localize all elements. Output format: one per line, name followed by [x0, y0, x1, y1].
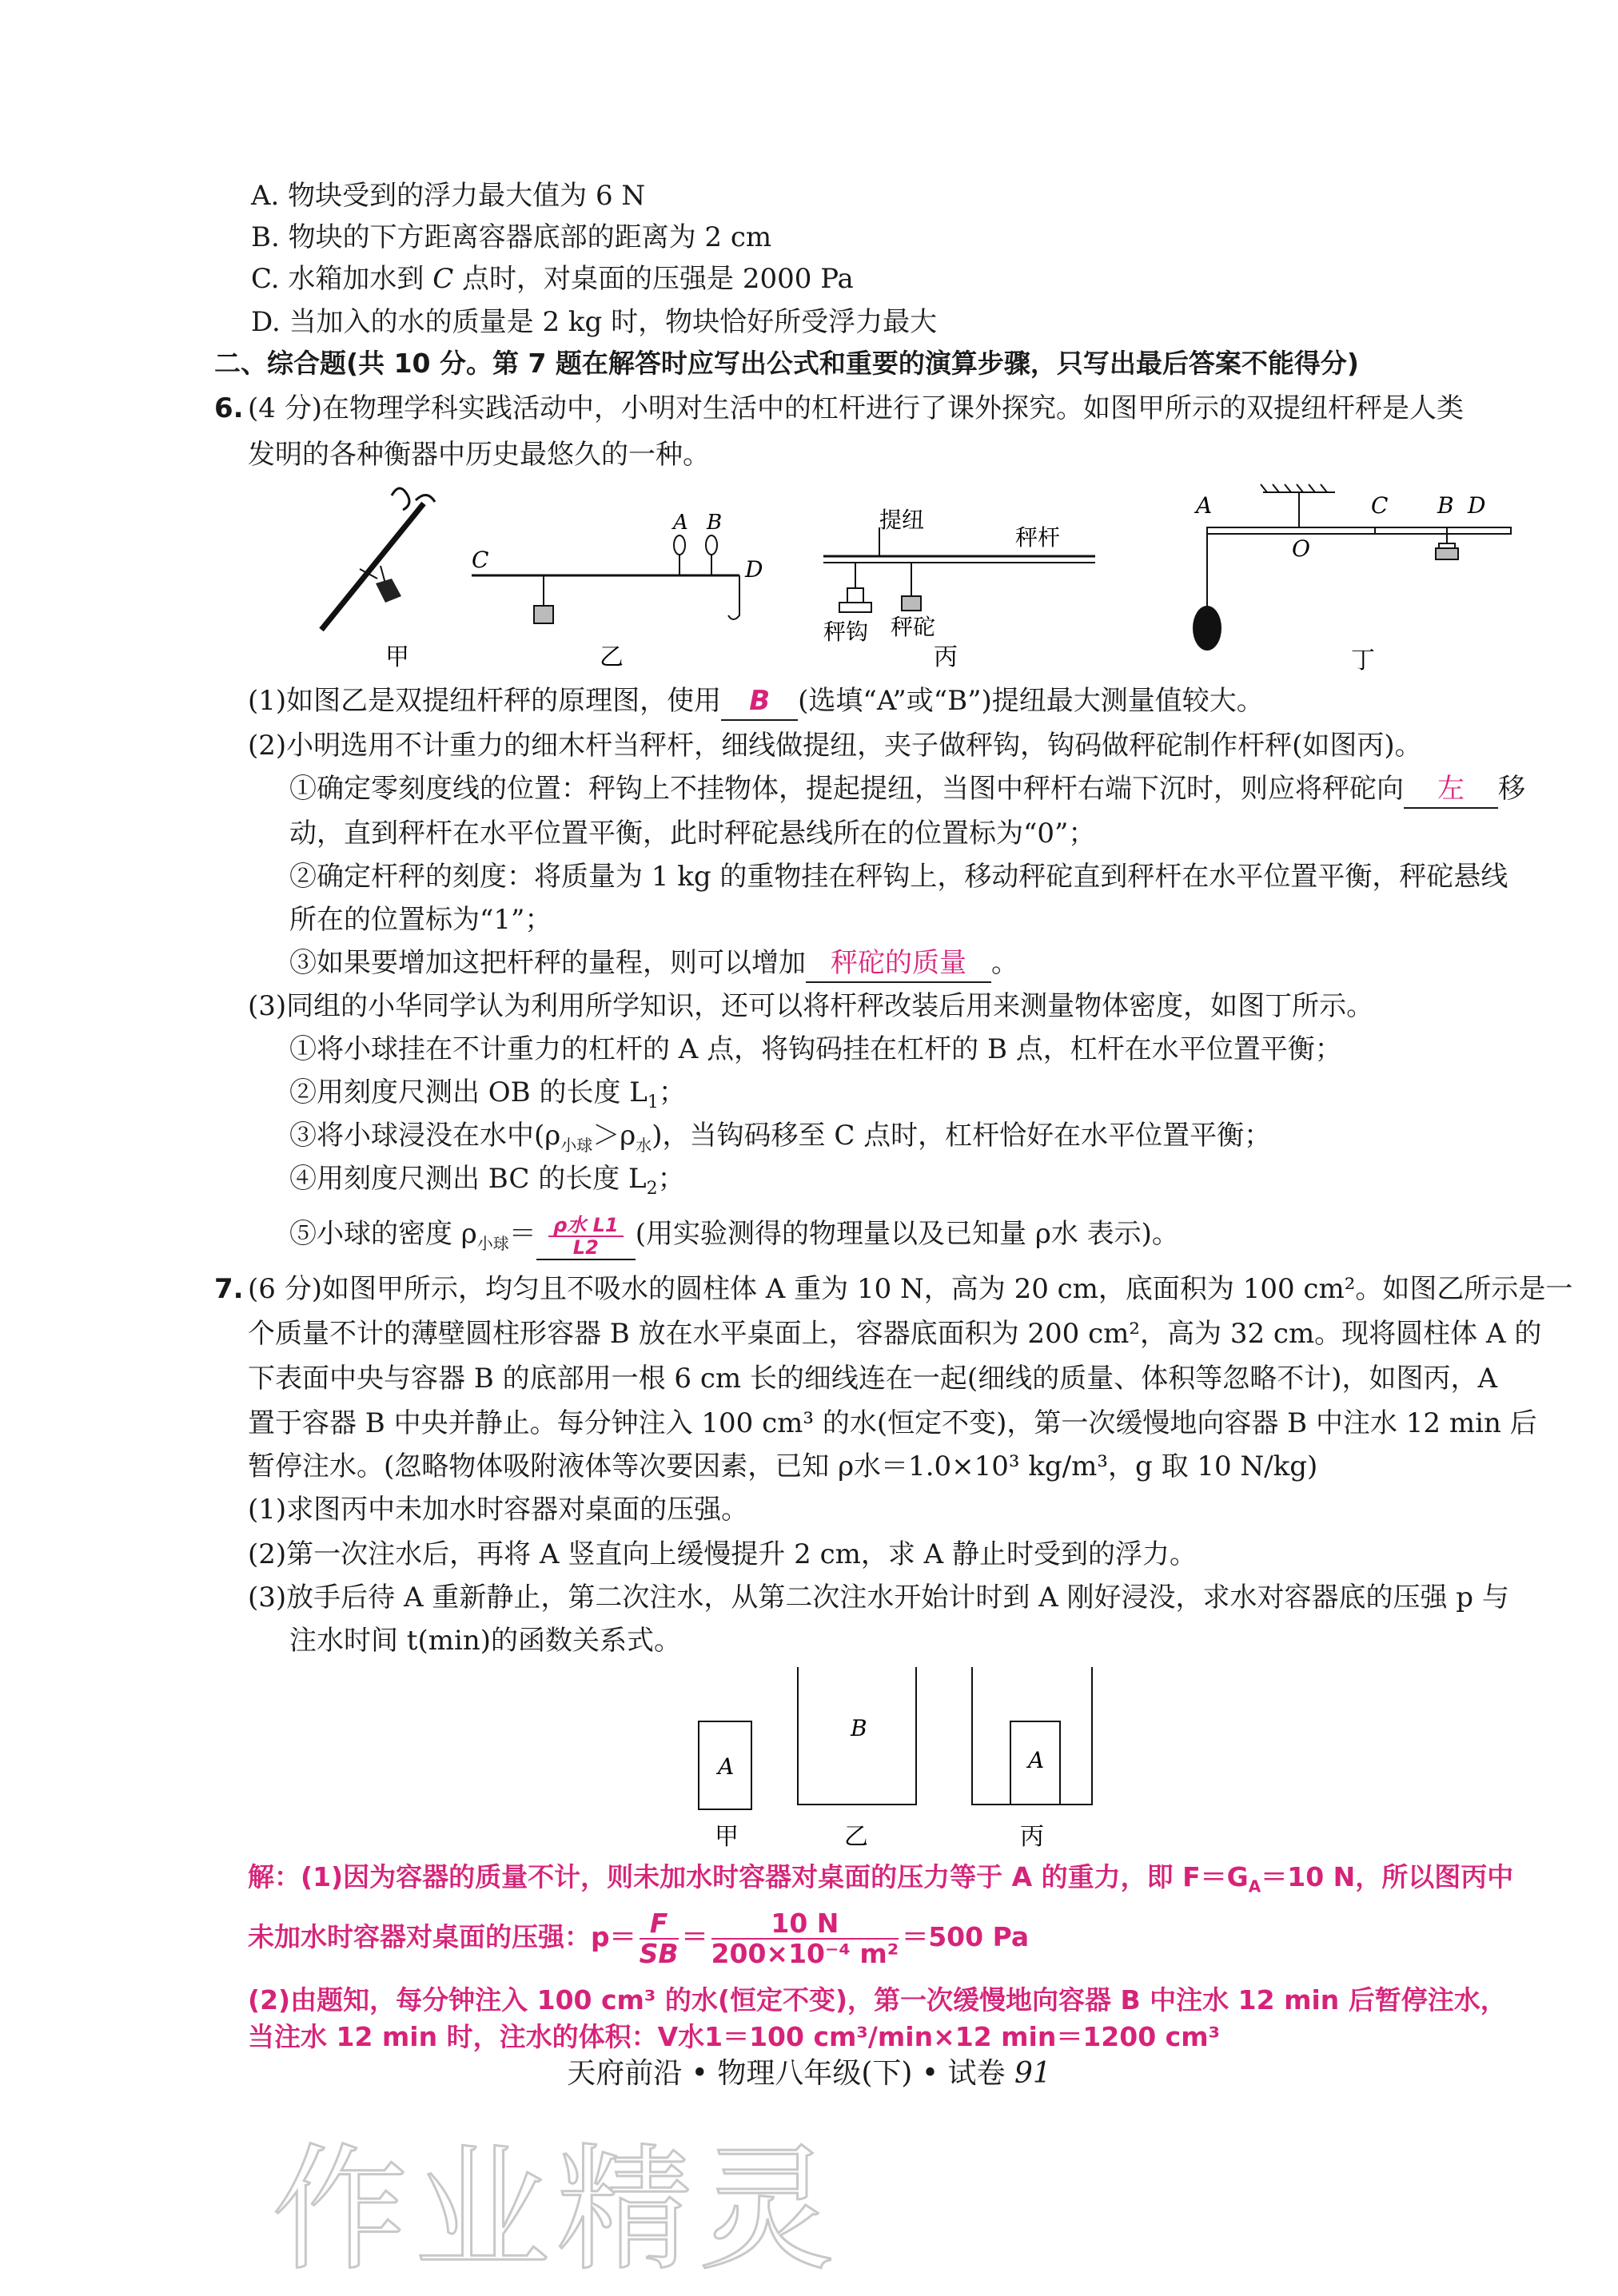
- option-d: D. 当加入的水的质量是 2 kg 时，物块恰好所受浮力最大: [251, 306, 938, 338]
- q6-intro-line1: (4 分)在物理学科实践活动中，小明对生活中的杠杆进行了课外探究。如图甲所示的双提纽杆秤是人类: [248, 392, 1464, 424]
- figure-ding-lever: [1193, 484, 1511, 651]
- option-b: B. 物块的下方距离容器底部的距离为 2 cm: [251, 221, 772, 253]
- figure-yi-principle: [472, 535, 739, 623]
- label-tizhi: 提纽: [879, 507, 925, 533]
- label-chengtuo: 秤砣: [891, 614, 936, 640]
- q6-intro-line2: 发明的各种衡器中历史最悠久的一种。: [248, 439, 710, 471]
- watermark: 作业精灵: [272, 2131, 842, 2290]
- q6-part3e: ⑤小球的密度 $\rho_{小球}=$ $\frac{\text{ρ水 L1}}{L2}$ (用实验测得的物理量以及已知量 ρ水 表示)。: [289, 1210, 1179, 1267]
- svg-text:A: A: [1028, 1747, 1045, 1773]
- q6-part3: (3)同组的小华同学认为利用所学知识，还可以将杆秤改装后用来测量物体密度，如图丁所示。: [248, 990, 1374, 1022]
- q7-figure: [687, 1659, 1119, 1851]
- q7-sub3-cont: 注水时间 t(min)的函数关系式。: [289, 1625, 682, 1657]
- q6-part3d: ④用刻度尺测出 BC 的长度 $L_2$；: [289, 1163, 685, 1199]
- page-footer: 天府前沿 • 物理八年级(下) • 试卷 91: [567, 2057, 1051, 2090]
- q6-figure: [304, 479, 1535, 687]
- q7-line5: 暂停注水。(忽略物体吸附液体等次要因素，已知 ρ水＝1.0×10³ kg/m³，g 取 10 N/kg): [248, 1450, 1318, 1482]
- q6-number: 6.: [214, 392, 244, 424]
- label-ding-d: D: [1468, 492, 1486, 519]
- label-bing: 丙: [934, 643, 958, 671]
- option-a: A. 物块受到的浮力最大值为 6 N: [251, 180, 646, 212]
- q7-line1: (6 分)如图甲所示，均匀且不吸水的圆柱体 A 重为 10 N，高为 20 cm，底面积为 100 cm²。如图乙所示是一: [248, 1273, 1573, 1305]
- q7-sub1: (1)求图丙中未加水时容器对桌面的压强。: [248, 1494, 749, 1526]
- q6-part2c: ③如果要增加这把杆秤的量程，则可以增加 秤砣的质量 。: [289, 945, 1018, 983]
- q7-line3: 下表面中央与容器 B 的底部用一根 6 cm 长的细线连在一起(细线的质量、体积等忽略不计)，如图丙，A: [248, 1363, 1498, 1395]
- label-ding-b: B: [1437, 492, 1454, 519]
- q6-part2b-cont: 所在的位置标为“1”；: [289, 904, 552, 936]
- label-yi-d: D: [745, 556, 763, 583]
- label-yi-b: B: [707, 511, 723, 535]
- section-heading: 二、综合题(共 10 分。第 7 题在解答时应写出公式和重要的演算步骤，只写出最后答案不能得分): [214, 348, 1360, 379]
- solution-line4: 当注水 12 min 时，注水的体积：V水1＝100 cm³/min×12 min＝1200 cm³: [248, 2021, 1221, 2052]
- svg-text:甲: 甲: [715, 1823, 739, 1851]
- q6-answer-1: B: [749, 685, 771, 717]
- page-number: 91: [1014, 2057, 1051, 2090]
- solution-line1: 解：(1)因为容器的质量不计，则未加水时容器对桌面的压力等于 A 的重力，即 $F=G_A=10$ N，所以图丙中: [248, 1861, 1514, 1896]
- q6-part3c: ③将小球浸没在水中$(\rho_{小球}>\rho_水)$，当钩码移至 C 点时，杠杆恰好在水平位置平衡；: [289, 1120, 1272, 1155]
- figure-jia-steelyard: [321, 488, 435, 630]
- label-ding: 丁: [1351, 647, 1375, 674]
- q6-part1: (1)如图乙是双提纽杆秤的原理图，使用 B (选填“A”或“B”)提纽最大测量值较大。: [248, 682, 1264, 721]
- q6-part3a: ①将小球挂在不计重力的杠杆的 A 点，将钩码挂在杠杆的 B 点，杠杆在水平位置平衡；: [289, 1033, 1342, 1065]
- label-ding-o: O: [1292, 535, 1310, 562]
- container-b-bing: [972, 1667, 1092, 1805]
- q7-number: 7.: [214, 1273, 244, 1305]
- label-chenggan: 秤杆: [1015, 524, 1061, 551]
- solution-line3: (2)由题知，每分钟注入 100 cm³ 的水(恒定不变)，第一次缓慢地向容器 B 中注水 12 min 后暂停注水，: [248, 1984, 1507, 2015]
- svg-text:A: A: [718, 1753, 735, 1780]
- svg-text:B: B: [851, 1715, 867, 1741]
- q7-sub3: (3)放手后待 A 重新静止，第二次注水，从第二次注水开始计时到 A 刚好浸没，求水对容器底的压强 p 与: [248, 1582, 1509, 1614]
- q6-answer-2c: 秤砣的质量: [831, 947, 966, 979]
- q6-part3b: ②用刻度尺测出 OB 的长度 $L_1$；: [289, 1076, 686, 1112]
- q6-part2a-cont: 动，直到秤杆在水平位置平衡，此时秤砣悬线所在的位置标为“0”；: [289, 818, 1096, 850]
- label-ding-a: A: [1196, 492, 1213, 519]
- solution-line2: 未加水时容器对桌面的压强：p＝ $\frac{F}{SB}$ ＝ $\frac{10 N}{\text{200×10⁻⁴ m²}}$ ＝500 Pa: [248, 1907, 1030, 1969]
- svg-text:乙: 乙: [844, 1823, 868, 1851]
- q6-part2b: ②确定杆秤的刻度：将质量为 1 kg 的重物挂在秤钩上，移动秤砣直到秤杆在水平位置平衡，秤砣悬线: [289, 861, 1508, 893]
- label-chenggou: 秤钩: [823, 619, 869, 645]
- q6-answer-2a: 左: [1437, 773, 1465, 805]
- q7-line4: 置于容器 B 中央并静止。每分钟注入 100 cm³ 的水(恒定不变)，第一次缓慢地向容器 B 中注水 12 min 后: [248, 1407, 1537, 1439]
- label-ding-c: C: [1371, 492, 1389, 519]
- q6-part2: (2)小明选用不计重力的细木杆当秤杆，细线做提纽，夹子做秤钩，钩码做秤砣制作杆秤(如图丙)。: [248, 730, 1422, 762]
- svg-text:丙: 丙: [1020, 1823, 1044, 1851]
- label-yi-c: C: [472, 547, 489, 573]
- q6-part2a: ①确定零刻度线的位置：秤钩上不挂物体，提起提纽，当图中秤杆右端下沉时，则应将秤砣向 左 移: [289, 770, 1525, 809]
- label-yi-a: A: [673, 511, 688, 535]
- label-yi: 乙: [600, 643, 624, 671]
- q7-line2: 个质量不计的薄壁圆柱形容器 B 放在水平桌面上，容器底面积为 200 cm²，高为 32 cm。现将圆柱体 A 的: [248, 1318, 1542, 1350]
- label-jia: 甲: [385, 643, 409, 671]
- q7-sub2: (2)第一次注水后，再将 A 竖直向上缓慢提升 2 cm，求 A 静止时受到的浮力。: [248, 1538, 1198, 1570]
- q6-answer-3e: $\frac{\text{ρ水 L1}}{L2}$: [548, 1215, 624, 1258]
- option-c: C. 水箱加水到 C 点时，对桌面的压强是 2000 Pa: [251, 263, 854, 295]
